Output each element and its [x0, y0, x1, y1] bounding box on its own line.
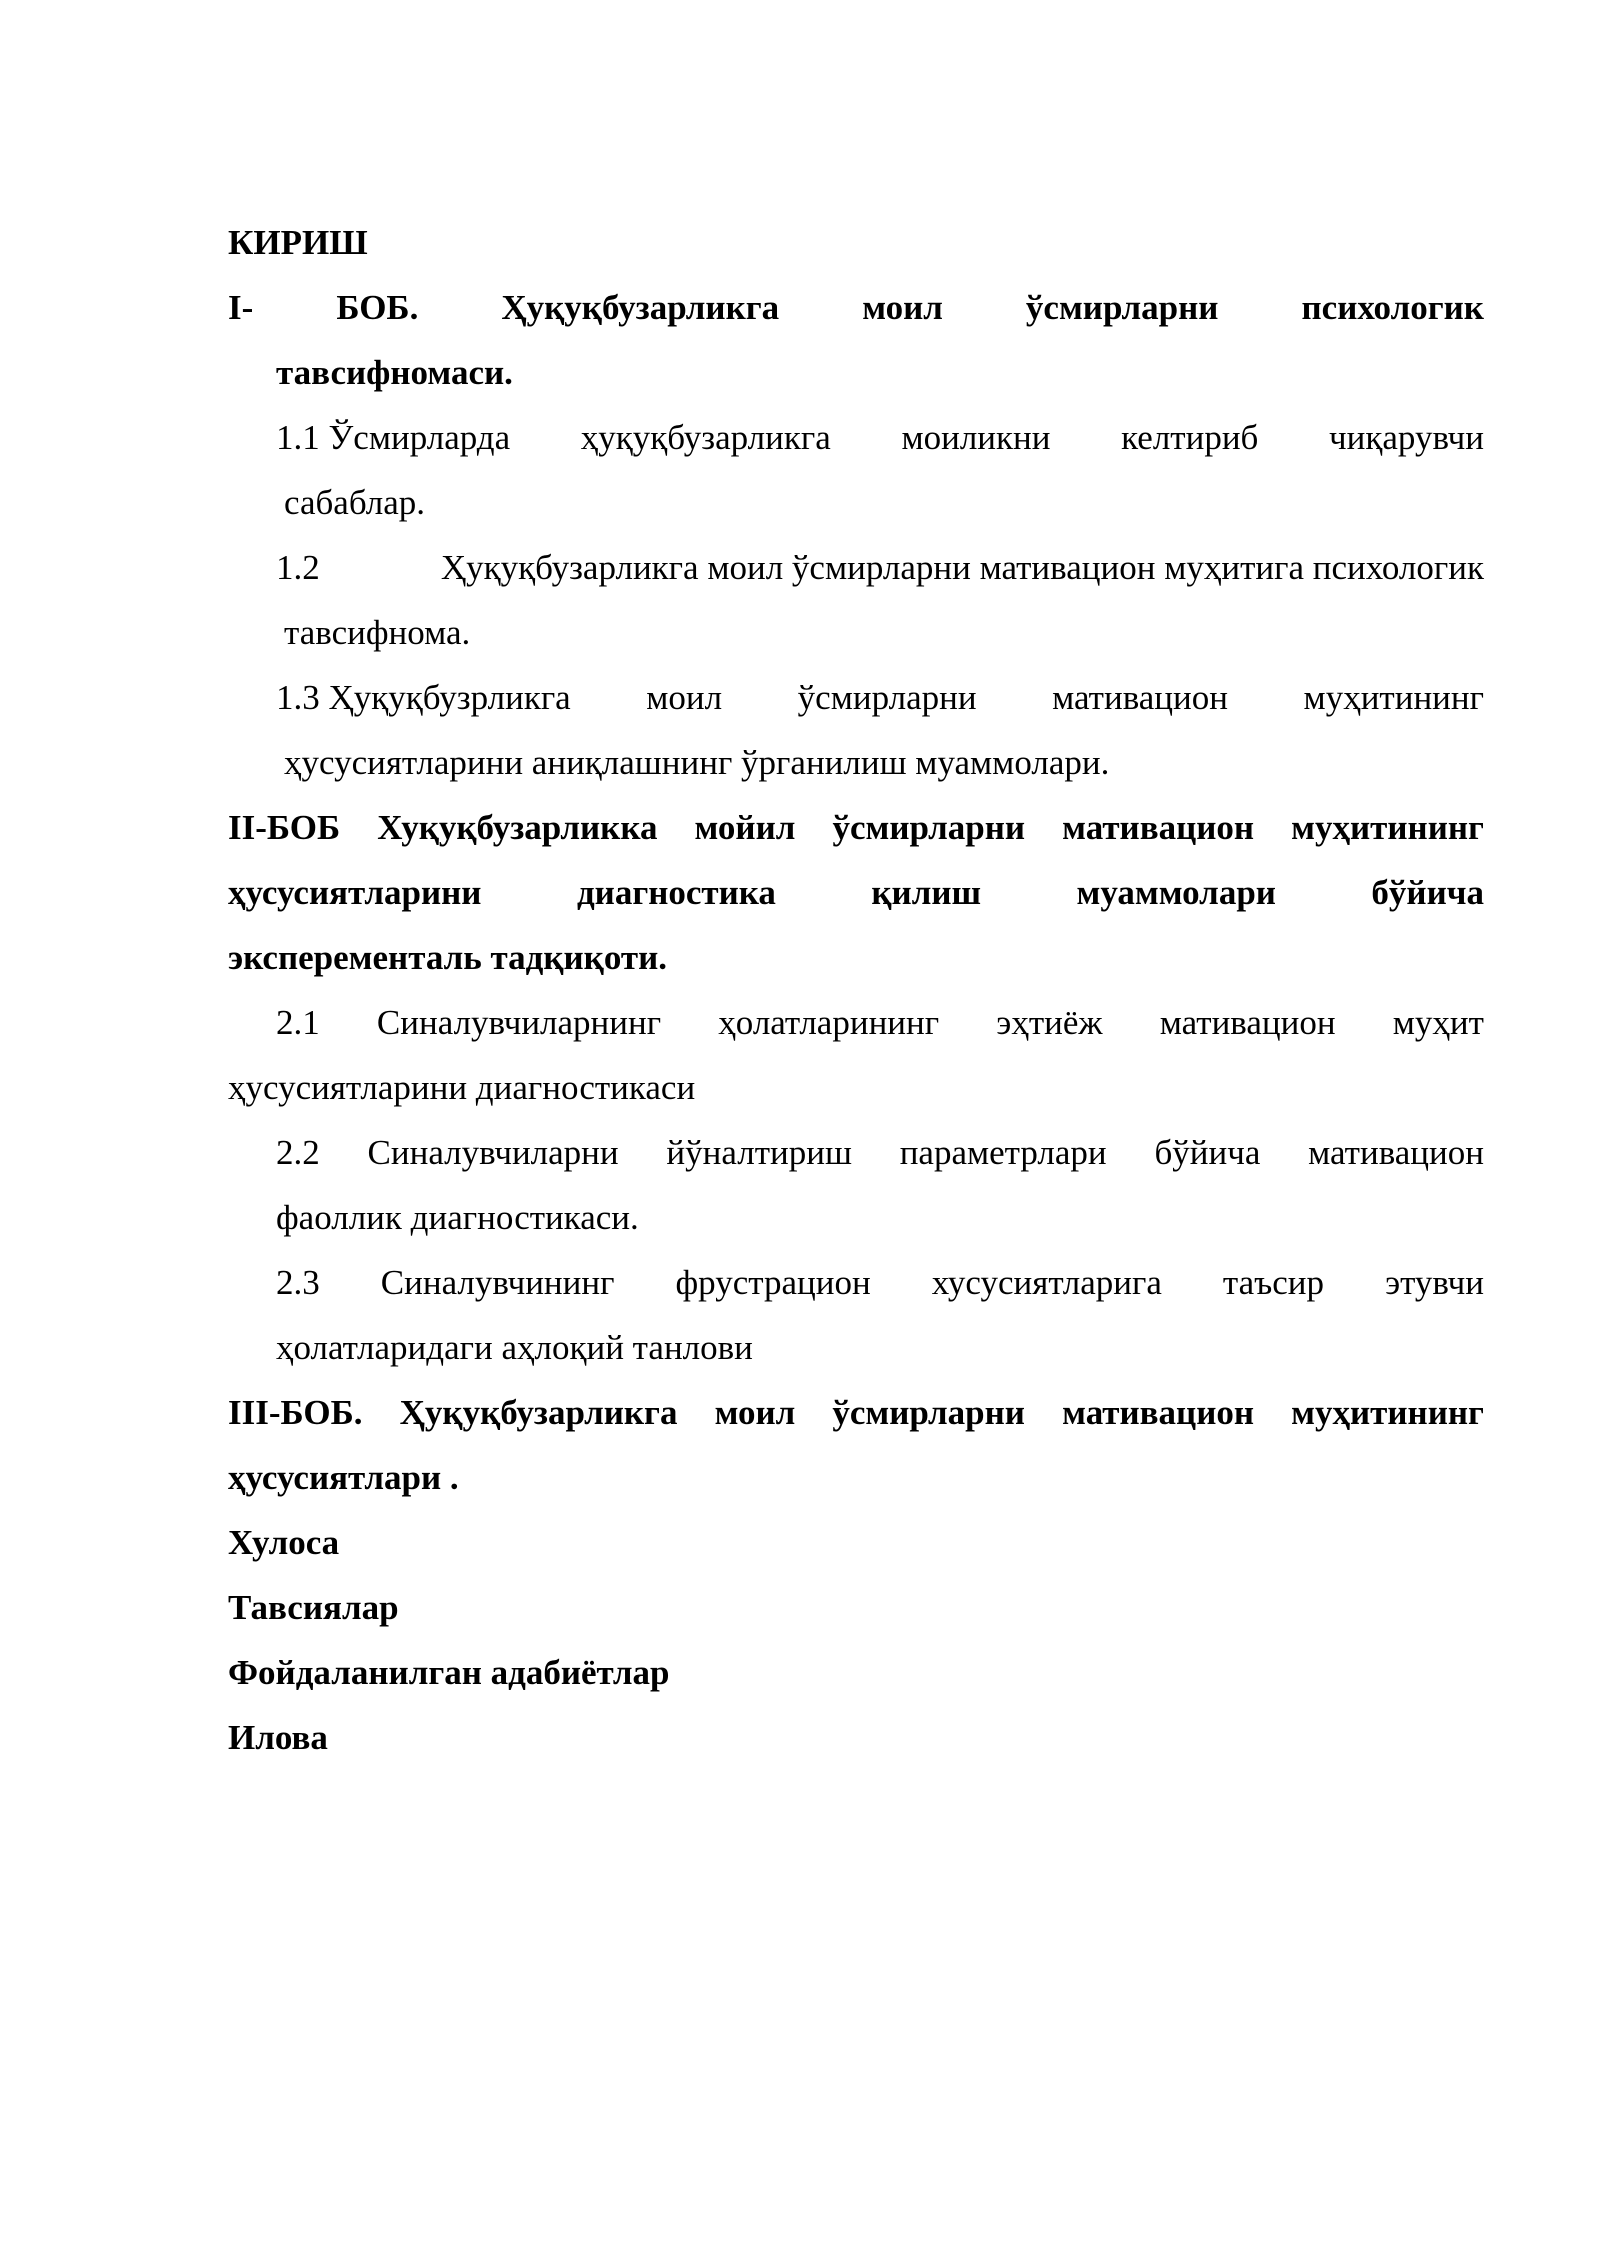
toc-section-1-2: 1.2 Ҳуқуқбузарликга моил ўсмирларни мативацион муҳитига психологик — [276, 548, 1484, 587]
toc-section-2-1: 2.1 Синалувчиларнинг ҳолатларининг эҳтиёж мативацион муҳит — [276, 1003, 1484, 1042]
toc-section-1-1: 1.1 Ўсмирларда ҳуқуқбузарликга моиликни келтириб чиқарувчи — [276, 418, 1484, 457]
toc-recommendations: Тавсиялар — [228, 1588, 399, 1627]
toc-references: Фойдаланилган адабиётлар — [228, 1653, 670, 1692]
toc-intro: КИРИШ — [228, 223, 368, 262]
toc-section-2-3-cont: ҳолатларидаги аҳлоқий танлови — [276, 1328, 753, 1367]
toc-section-1-1-cont: сабаблар. — [284, 483, 426, 522]
toc-conclusion: Хулоса — [228, 1523, 340, 1562]
toc-section-2-2-cont: фаоллик диагностикаси. — [276, 1198, 639, 1237]
toc-chapter-3: III-БОБ. Ҳуқуқбузарликга моил ўсмирларни мативацион муҳитининг — [228, 1393, 1484, 1432]
toc-chapter-1-cont: тавсифномаси. — [276, 353, 513, 392]
toc-chapter-3-cont: ҳусусиятлари . — [228, 1458, 459, 1497]
toc-section-1-3-cont: ҳусусиятларини аниқлашнинг ўрганилиш муаммолари. — [284, 743, 1110, 782]
table-of-contents — [228, 210, 1484, 1770]
toc-section-1-3: 1.3 Ҳуқуқбузрликга моил ўсмирларни мативацион муҳитининг — [276, 678, 1484, 717]
toc-section-2-3: 2.3 Синалувчининг фрустрацион хусусиятларига таъсир этувчи — [276, 1263, 1484, 1302]
toc-section-1-2-cont: тавсифнома. — [284, 613, 471, 652]
toc-chapter-2-cont: эксперементаль тадқиқоти. — [228, 938, 667, 977]
toc-chapter-2: II-БОБ Хуқуқбузарликка мойил ўсмирларни мативацион муҳитининг — [228, 808, 1484, 847]
toc-chapter-2-line-2: ҳусусиятларини диагностика қилиш муаммолари бўйича — [228, 873, 1484, 912]
toc-chapter-1: I- БОБ. Ҳуқуқбузарликга моил ўсмирларни психологик — [228, 288, 1484, 327]
toc-section-2-2: 2.2 Синалувчиларни йўналтириш параметрлари бўйича мативацион — [276, 1133, 1484, 1172]
toc-section-2-1-cont: ҳусусиятларини диагностикаси — [228, 1068, 696, 1107]
toc-appendix: Илова — [228, 1718, 328, 1757]
